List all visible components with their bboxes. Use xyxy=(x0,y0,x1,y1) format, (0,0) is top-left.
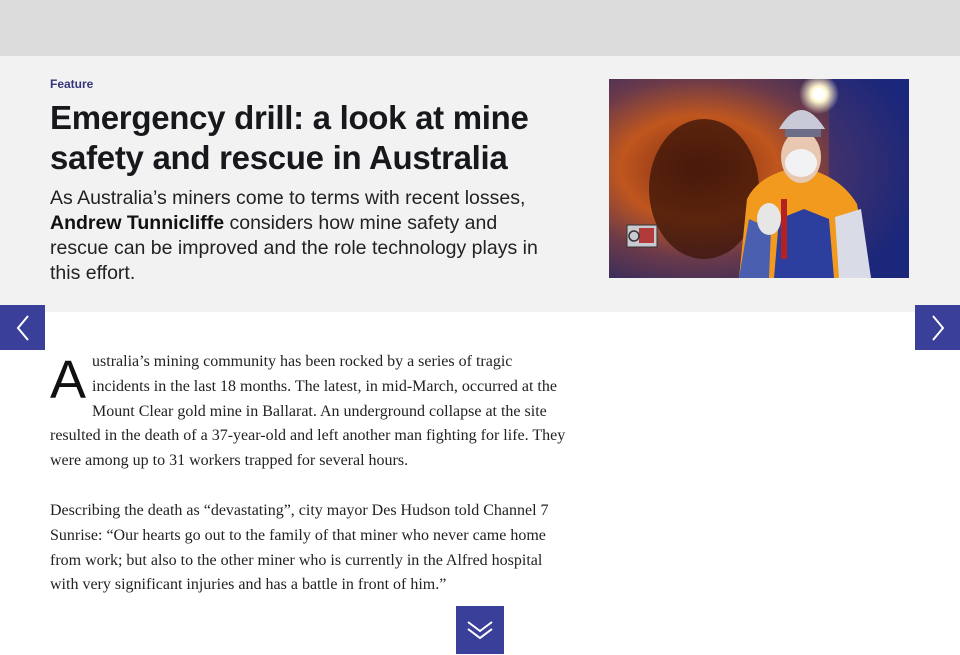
article-headline: Emergency drill: a look at mine safety and rescue in Australia xyxy=(50,99,529,176)
article-standfirst xyxy=(50,186,560,286)
article-category[interactable]: Feature xyxy=(50,77,94,91)
next-article-button[interactable] xyxy=(915,305,960,350)
scroll-down-button[interactable] xyxy=(456,606,504,654)
hero-image-miner xyxy=(609,79,909,278)
article-body xyxy=(50,350,572,623)
top-bar xyxy=(0,0,960,56)
previous-article-button[interactable] xyxy=(0,305,45,350)
standfirst-rest: considers how mine safety and rescue can be improved and the role technology plays in this effort. xyxy=(50,212,538,284)
double-chevron-down-icon xyxy=(466,618,494,642)
author-name: Andrew Tunnicliffe xyxy=(50,212,225,234)
article-paragraph-2: Describing the death as “devastating”, city mayor Des Hudson told Channel 7 Sunrise: “Our hearts go out to the family of that miner who never came home from work; but also to the other miner who is currently in the Alfred hospital with very significant injuries and has a battle in front of him.” xyxy=(50,501,549,594)
paragraph-1-text: ustralia’s mining community has been rocked by a series of tragic incidents in the last 18 months. The latest, in mid-March, occurred at the Mount Clear gold mine in Ballarat. An underground collapse at the site resulted in the death of a 37-year-old and left another man fighting for life. They were among up to 31 workers trapped for several hours. xyxy=(50,353,566,470)
chevron-left-icon xyxy=(14,314,32,342)
miner-illustration xyxy=(609,79,909,278)
drop-cap: A xyxy=(50,350,87,410)
standfirst-intro: As Australia’s miners come to terms with recent losses, xyxy=(50,187,526,209)
article-header xyxy=(0,56,960,312)
article-paragraph-1 xyxy=(50,350,572,474)
chevron-right-icon xyxy=(929,314,947,342)
